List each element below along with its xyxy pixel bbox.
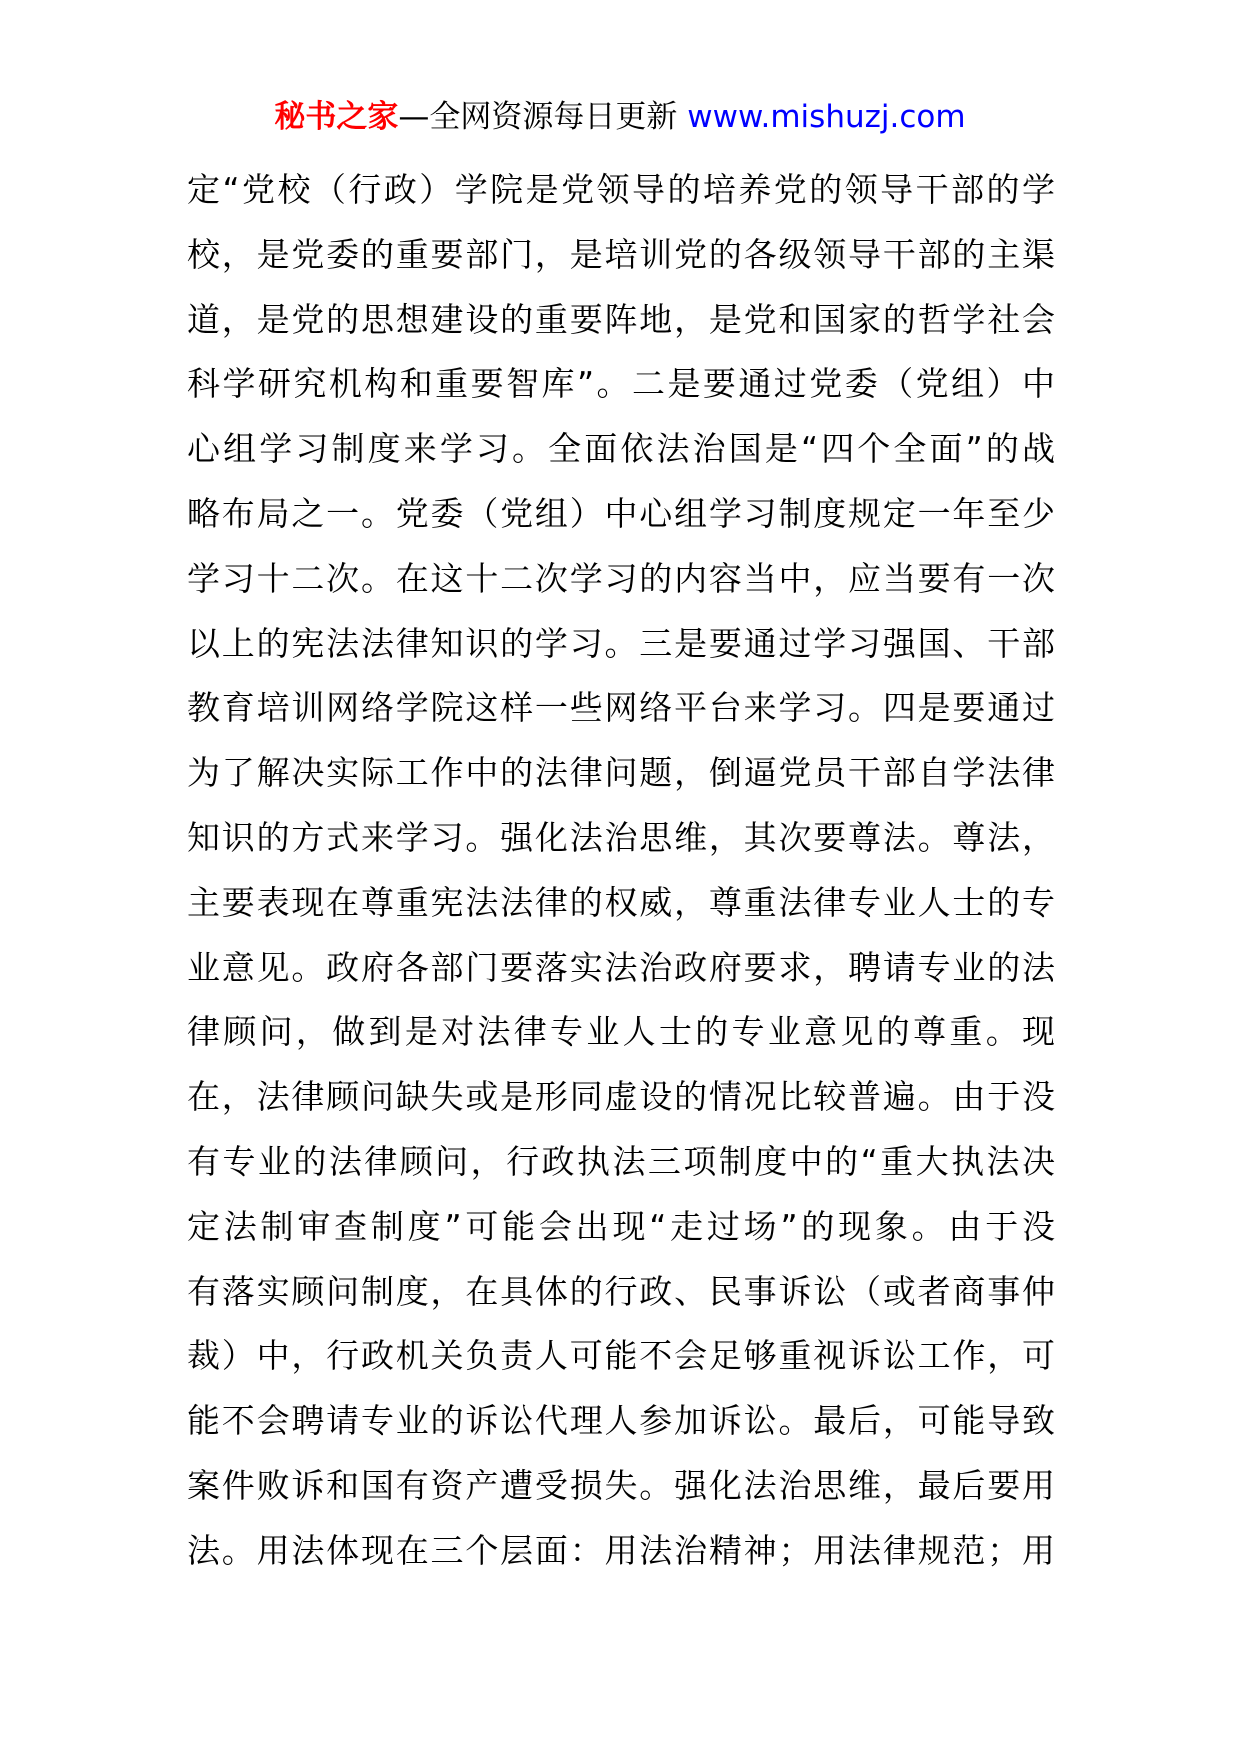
- body-line: 在，法律顾问缺失或是形同虚设的情况比较普遍。由于没: [187, 1077, 1055, 1117]
- body-line: 裁）中，行政机关负责人可能不会足够重视诉讼工作，可: [187, 1336, 1055, 1376]
- body-line: 能不会聘请专业的诉讼代理人参加诉讼。最后，可能导致: [187, 1401, 1055, 1441]
- body-line: 有专业的法律顾问，行政执法三项制度中的“重大执法决: [187, 1141, 1055, 1181]
- body-line: 律顾问，做到是对法律专业人士的专业意见的尊重。现: [187, 1012, 1055, 1052]
- body-line: 案件败诉和国有资产遭受损失。强化法治思维，最后要用: [187, 1465, 1055, 1505]
- body-line: 主要表现在尊重宪法法律的权威，尊重法律专业人士的专: [187, 882, 1055, 922]
- page-header: [0, 97, 1240, 137]
- body-line: 有落实顾问制度，在具体的行政、民事诉讼（或者商事仲: [187, 1271, 1055, 1311]
- site-url-link[interactable]: www.mishuzj.com: [687, 99, 966, 135]
- body-line: 校，是党委的重要部门，是培训党的各级领导干部的主渠: [187, 234, 1055, 274]
- body-text: [187, 158, 1055, 1584]
- body-line: 科学研究机构和重要智库”。二是要通过党委（党组）中: [187, 364, 1055, 404]
- body-line: 道，是党的思想建设的重要阵地，是党和国家的哲学社会: [187, 299, 1055, 339]
- body-line: 定“党校（行政）学院是党领导的培养党的领导干部的学: [187, 170, 1055, 209]
- body-line: 教育培训网络学院这样一些网络平台来学习。四是要通过: [187, 688, 1055, 728]
- header-tagline: —全网资源每日更新: [398, 99, 678, 135]
- body-line: 知识的方式来学习。强化法治思维，其次要尊法。尊法，: [187, 817, 1055, 857]
- body-line: 略布局之一。党委（党组）中心组学习制度规定一年至少: [187, 493, 1055, 533]
- body-line: 法。用法体现在三个层面：用法治精神；用法律规范；用: [187, 1530, 1055, 1570]
- body-line: 学习十二次。在这十二次学习的内容当中，应当要有一次: [187, 558, 1055, 598]
- body-line: 为了解决实际工作中的法律问题，倒逼党员干部自学法律: [187, 753, 1055, 793]
- body-line: 定法制审查制度”可能会出现“走过场”的现象。由于没: [187, 1206, 1055, 1246]
- body-line: 以上的宪法法律知识的学习。三是要通过学习强国、干部: [187, 623, 1055, 663]
- brand-name: 秘书之家: [274, 99, 399, 135]
- body-line: 业意见。政府各部门要落实法治政府要求，聘请专业的法: [187, 947, 1055, 987]
- body-line: 心组学习制度来学习。全面依法治国是“四个全面”的战: [187, 429, 1055, 469]
